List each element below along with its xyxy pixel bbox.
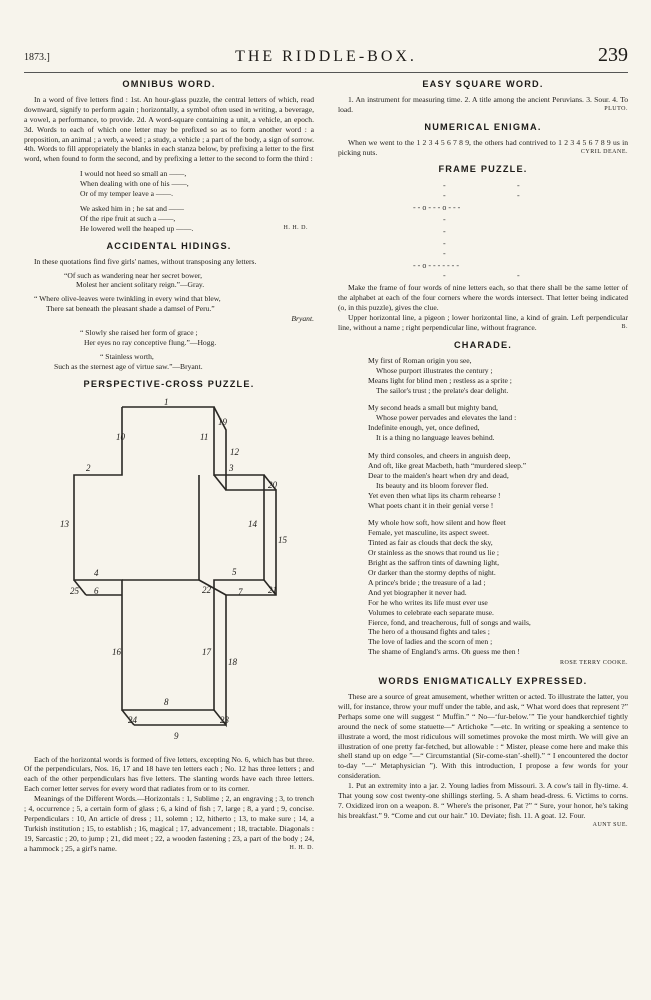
svg-text:-: -	[443, 239, 446, 249]
cross-label: 10	[116, 431, 125, 442]
poem-line: Indefinite enough, yet, once defined,	[368, 423, 480, 433]
frame-body: Make the frame of four words of nine letters each, so that there shall be the same letter of the alphabet at each of the four corners where the words intersect. That letter being indicated (o, in this puzzle), gives the clue.	[338, 283, 628, 313]
poem-line: It is a thing no language leaves behind.	[376, 433, 495, 443]
square-signature: PLUTO.	[604, 105, 628, 112]
words-section	[338, 676, 628, 828]
words-body: These are a source of great amusement, whether written or acted. To illustrate the latter, you will, for instance, throw your muff under the table, and ask, “ What word does that represent ?” Perhaps some one will suggest “ Muffin.” “ No—‘fur-below.’” Tie your handkerchief tightly around the neck of some statuette—“ Artichoke ”—etc. In writing or speaking a sentence to illustrate a word, the most ridiculous will sometimes provoke the most mirth. We will give an illustration of one pretty far-fetched, but allowable : “ Mister, please come here and make this shell stand up on edge ”—“ Circumstantial (Sir-come-stan’-shell).” “ I encountered the doctor to-day ”—“ Metaphysician ”). With this introduction, I propose a few words for your consideration.	[338, 691, 628, 781]
omnibus-stanza-1	[80, 169, 314, 199]
verse-line: When dealing with one of his ——,	[80, 179, 189, 189]
words-title: WORDS ENIGMATICALLY EXPRESSED.	[378, 676, 588, 687]
poem-line: Dear to the maiden's heart when dry and dead,	[368, 470, 509, 480]
cross-label: 14	[248, 518, 257, 529]
svg-text:-: -	[517, 271, 520, 281]
frame-body-2	[338, 313, 628, 333]
charade-stanza-4	[368, 518, 628, 657]
charade-signature: ROSE TERRY COOKE.	[559, 660, 628, 667]
verse-line: We asked him in ; he sat and ——	[80, 203, 184, 213]
omnibus-body: In a word of five letters find : 1st. An hour-glass puzzle, the central letters of which, read downward, signify to perform again ; horizontally, a symbol often used in writing, a beverage, a vowel, a performance, to provide. 2d. A word-square containing a unit, a vehicle, an epoch. 3d. Words to each of which one letter may be prefixed so as to form another word : a preposition, an animal ; a verb, a weed ; a study, a vehicle ; a part of the body, a sign of sorrow. 4th. Words to fill appropriately the blanks in each stanza below, by prefixing a letter to the first word, when found to form the second, and by prefixing a letter to the second to form the third :	[24, 94, 314, 164]
left-column	[24, 80, 314, 862]
quote-line: “Of such as wandering near her secret bower,	[64, 270, 203, 280]
square-section	[338, 80, 628, 115]
poem-line: Female, yet masculine, its aspect sweet.	[368, 528, 490, 538]
right-column	[338, 80, 628, 831]
cross-label: 18	[228, 656, 237, 667]
cross-label: 23	[220, 714, 229, 725]
cross-section	[24, 380, 314, 854]
numerical-body-text: When we went to the 1 2 3 4 5 6 7 8 9, the others had contrived to 1 2 3 4 5 6 7 8 9 us in picking nuts.	[338, 137, 628, 157]
frame-row-top: - - o - - - o - - -	[413, 203, 461, 213]
words-signature: AUNT SUE.	[592, 821, 628, 828]
numerical-title: NUMERICAL ENIGMA.	[424, 121, 542, 132]
words-list	[338, 781, 628, 828]
poem-line: Or darker than the stormy depths of night.	[368, 568, 496, 577]
charade-title: CHARADE.	[453, 339, 513, 350]
svg-text:-: -	[443, 191, 446, 201]
cross-label: 2	[86, 462, 91, 473]
cross-label: 25	[70, 585, 79, 596]
cross-diagram	[24, 395, 314, 755]
cross-meanings	[24, 794, 314, 853]
cross-label: 8	[164, 696, 169, 707]
svg-text:-: -	[517, 181, 520, 191]
quote-4	[54, 352, 314, 372]
verse-line: Or of my temper leave a ——.	[80, 189, 173, 199]
poem-line: Bright as the saffron tints of dawning light,	[368, 558, 500, 568]
frame-row-bottom: - - o - - - - - - -	[413, 261, 459, 271]
header-title: THE RIDDLE-BOX.	[235, 48, 417, 65]
frame-body-2-text: Upper horizontal line, a pigeon ; lower horizontal line, a kind of grain. Left perpendicular line, without a name ; right perpendicular line, without fragrance.	[338, 313, 628, 332]
page-header	[24, 46, 628, 70]
poem-line: Whose power pervades and elevates the land :	[376, 413, 517, 423]
quote-line: “ Where olive-leaves were twinkling in every wind that blew,	[34, 294, 221, 304]
accidental-section	[24, 242, 314, 372]
cross-label: 3	[229, 462, 234, 473]
cross-label: 5	[232, 566, 237, 577]
cross-signature: H. H. D.	[289, 844, 314, 851]
cross-label: 24	[128, 714, 137, 725]
cross-label: 19	[218, 416, 227, 427]
cross-label: 7	[238, 586, 243, 597]
cross-label: 4	[94, 567, 99, 578]
numerical-body	[338, 138, 628, 158]
quote-line: “ Slowly she raised her form of grace ;	[80, 328, 198, 338]
quote-2	[34, 294, 314, 324]
cross-label: 9	[174, 730, 179, 741]
poem-line: Volumes to celebrate each separate muse.	[368, 607, 494, 617]
quote-1	[64, 271, 314, 291]
numerical-section	[338, 123, 628, 158]
cross-label: 12	[230, 446, 239, 457]
cross-label: 20	[268, 479, 277, 490]
quote-author: Bryant.	[291, 314, 314, 324]
charade-poem	[368, 356, 628, 657]
cross-label: 16	[112, 646, 121, 657]
poem-line: Tinted as fair as clouds that deck the sky,	[368, 538, 493, 548]
verse-line: Of the ripe fruit at such a ——,	[80, 213, 176, 223]
svg-text:-: -	[443, 271, 446, 281]
cross-label: 6	[94, 585, 99, 596]
page-number: 239	[598, 44, 628, 66]
poem-line: Or stainless as the snows that round us lie ;	[368, 548, 499, 558]
poem-line: A prince's bride ; the treasure of a lad ;	[368, 577, 486, 587]
header-year: 1873.]	[24, 52, 50, 63]
verse-line: He lowered well the heaped up ——.	[80, 223, 194, 233]
numerical-signature: CYRIL DEANE.	[580, 148, 628, 155]
cross-label: 1	[164, 396, 169, 407]
poem-line: My first of Roman origin you see,	[368, 355, 472, 365]
header-rule	[24, 72, 628, 73]
poem-line: The hero of a thousand fights and tales ;	[368, 627, 490, 637]
cross-label: 21	[268, 584, 277, 595]
cross-number-labels	[60, 397, 288, 741]
cross-label: 13	[60, 518, 69, 529]
poem-line: My third consoles, and cheers in anguish deep,	[368, 451, 511, 461]
omnibus-stanza-2	[80, 204, 314, 234]
svg-text:-: -	[517, 191, 520, 201]
frame-section	[338, 165, 628, 332]
poem-line: Its beauty and its bloom forever fled.	[376, 480, 489, 490]
cross-label: 22	[202, 584, 211, 595]
svg-text:-: -	[443, 215, 446, 225]
omnibus-signature: H. H. D.	[283, 224, 308, 231]
cross-label: 17	[202, 646, 211, 657]
poem-line: Whose purport illustrates the century ;	[376, 365, 493, 375]
quote-line: There sat beneath the pleasant shade a damsel of Peru.”	[46, 304, 215, 314]
accidental-intro: In these quotations find five girls' names, without transposing any letters.	[34, 256, 257, 266]
charade-stanza-2	[368, 403, 628, 443]
square-body-text: 1. An instrument for measuring time. 2. A title among the ancient Peruvians. 3. Sour. 4. To load.	[338, 94, 628, 114]
poem-line: The sailor's trust ; the prelate's dear delight.	[376, 385, 509, 395]
poem-line: My second heads a small but mighty band,	[368, 403, 498, 413]
cross-label: 15	[278, 534, 287, 545]
quote-line: Such as the sternest age of virtue saw.”—Bryant.	[54, 361, 203, 371]
poem-line: Yet even then what lips its charm rehearse !	[368, 490, 501, 500]
poem-line: The shame of England's arms. Oh guess me then !	[368, 647, 520, 657]
omnibus-section	[24, 80, 314, 234]
charade-section	[338, 341, 628, 669]
words-list-text: 1. Put an extremity into a jar. 2. Young ladies from Missouri. 3. A cow's tail in fly-time. 4. That young sow cost twenty-one shillings sterling. 5. A sham head-dress. 6. Victims to corns. 7. Oxidized iron on a weapon. 8. “ Where's the prisoner, Pat ?” “ Sure, your honor, he's taking his breakfast.” 9. “Come and cut our hair.” 10. Deviate; fish. 11. A goat. 12. Four.	[338, 781, 628, 820]
cross-label: 11	[200, 431, 209, 442]
svg-text:-: -	[443, 181, 446, 191]
poem-line: What poets chant it in their genial verse !	[368, 500, 494, 510]
svg-text:-: -	[443, 249, 446, 259]
cross-meanings-text: Meanings of the Different Words.—Horizontals : 1, Sublime ; 2, an engraving ; 3, to trench ; 4, occurrence ; 5, a certain form of glass ; 6, a kind of fish ; 7, large ; 8, a yard ; 9, concise. Perpendiculars : 10, An article of dress ; 11, solemn ; 12, hitherto ; 13, to make sure ; 14, a Turkish institution ; 15, to establish ; 16, magical ; 17, advancement ; 18, tractable. Diagonals : 19, Sarcastic ; 20, to jump ; 21, did meet ; 22, a wooden fastening ; 23, a part of the body ; 24, a hammock ; 25, a girl's name.	[24, 794, 314, 853]
omnibus-title: OMNIBUS WORD.	[122, 79, 216, 89]
square-body	[338, 95, 628, 115]
frame-title: FRAME PUZZLE.	[438, 164, 528, 175]
cross-body: Each of the horizontal words is formed of five letters, excepting No. 6, which has but three. Of the perpendiculars, Nos. 16, 17 and 18 have ten letters each ; No. 12 has three letters ; and each of the other perpendiculars has five letters. The slanting words have each three letters. Each corner letter serves for every word that radiates from or to its corner.	[24, 754, 314, 794]
square-title: EASY SQUARE WORD.	[422, 79, 544, 89]
quote-3	[80, 328, 314, 348]
quote-line: Her eyes no ray conceptive flung.”—Hogg.	[84, 337, 217, 347]
poem-line: And oft, like great Macbeth, hath “murdered sleep.”	[368, 460, 527, 470]
quote-line: Molest her ancient solitary reign.”—Gray.	[76, 280, 205, 290]
poem-line: For he who writes its life must ever use	[368, 597, 488, 607]
charade-stanza-3	[368, 451, 628, 510]
poem-line: And yet biographer it never had.	[368, 587, 467, 597]
frame-diagram	[338, 180, 628, 280]
verse-line: I would not heed so small an ——,	[80, 169, 187, 179]
poem-line: My whole how soft, how silent and how fleet	[368, 518, 506, 528]
frame-signature: B.	[621, 323, 628, 330]
svg-text:-: -	[443, 227, 446, 237]
poem-line: The love of ladies and the scorn of men ;	[368, 637, 493, 647]
accidental-title: ACCIDENTAL HIDINGS.	[106, 240, 232, 251]
charade-stanza-1	[368, 356, 628, 396]
cross-title: PERSPECTIVE-CROSS PUZZLE.	[83, 378, 255, 389]
poem-line: Means light for blind men ; restless as a sprite ;	[368, 375, 512, 385]
poem-line: Fierce, fond, and treacherous, full of songs and wails,	[368, 617, 531, 627]
quote-line: “ Stainless worth,	[100, 351, 154, 361]
